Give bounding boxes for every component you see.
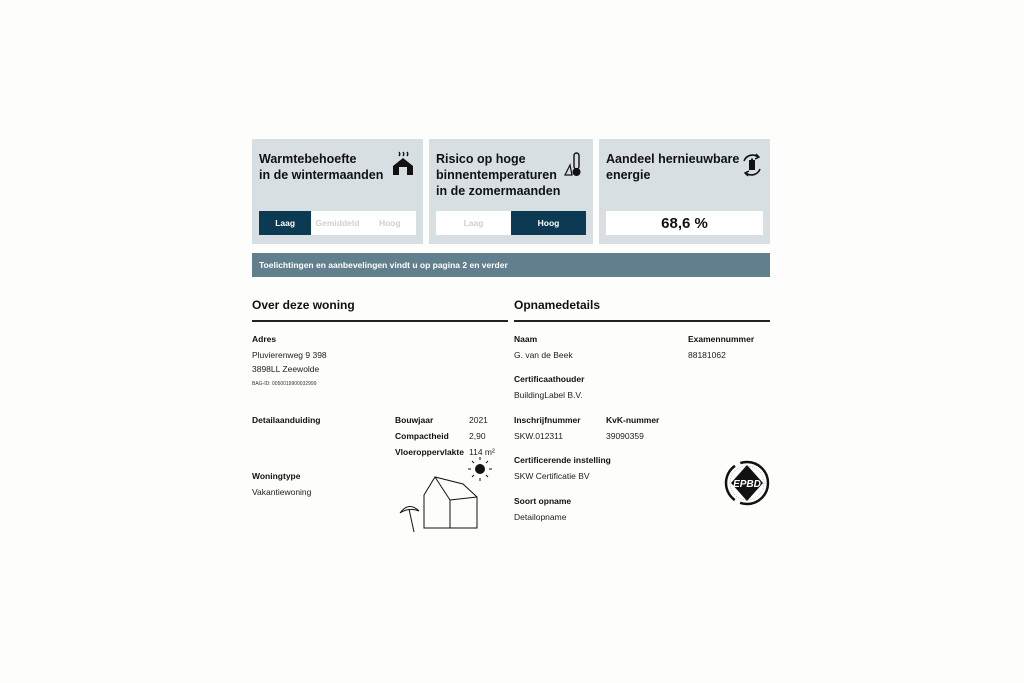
renewable-battery-icon bbox=[740, 151, 764, 179]
risico-segmented bbox=[436, 211, 586, 235]
adres-line1: Pluvierenweg 9 398 bbox=[252, 350, 327, 360]
section-rule bbox=[252, 320, 508, 322]
adres-label: Adres bbox=[252, 334, 277, 344]
card-title-line: Risico op hoge bbox=[436, 152, 526, 166]
house-illustration-icon bbox=[395, 455, 500, 535]
inschrijfnummer-value: SKW.012311 bbox=[514, 431, 563, 441]
examennummer-value: 88181062 bbox=[688, 350, 726, 360]
house-heat-icon bbox=[391, 151, 415, 179]
detailaanduiding-label: Detailaanduiding bbox=[252, 415, 321, 425]
compactheid-value: 2,90 bbox=[469, 431, 486, 441]
woningtype-value: Vakantiewoning bbox=[252, 487, 312, 497]
vloeroppervlakte-value: 114 m² bbox=[469, 447, 495, 457]
card-title-line: in de wintermaanden bbox=[259, 168, 384, 182]
soort-opname-label: Soort opname bbox=[514, 496, 572, 506]
certificaathouder-value: BuildingLabel B.V. bbox=[514, 390, 583, 400]
warmte-segmented bbox=[259, 211, 416, 235]
kvk-value: 39090359 bbox=[606, 431, 644, 441]
card-risico-binnentemperatuur bbox=[429, 139, 593, 244]
woningtype-label: Woningtype bbox=[252, 471, 301, 481]
card-title-line: in de zomermaanden bbox=[436, 184, 561, 198]
epbd-logo-text: EPBD bbox=[733, 479, 761, 490]
card-warmtebehoefte bbox=[252, 139, 423, 244]
epbd-seal-logo bbox=[722, 455, 772, 511]
card-title-line: Aandeel hernieuwbare bbox=[606, 152, 740, 166]
thermometer-sun-icon bbox=[563, 151, 587, 179]
kvk-label: KvK-nummer bbox=[606, 415, 660, 425]
adres-line2: 3898LL Zeewolde bbox=[252, 364, 320, 374]
bouwjaar-label: Bouwjaar bbox=[395, 415, 434, 425]
examennummer-label: Examennummer bbox=[688, 334, 755, 344]
soort-opname-value: Detailopname bbox=[514, 512, 567, 522]
section-title-opname: Opnamedetails bbox=[514, 298, 601, 312]
info-banner: Toelichtingen en aanbevelingen vindt u op pagina 2 en verder bbox=[252, 253, 770, 277]
card-title bbox=[436, 151, 560, 199]
vloeroppervlakte-label: Vloeroppervlakte bbox=[395, 447, 464, 457]
certificerende-instelling-value: SKW Certificatie BV bbox=[514, 471, 590, 481]
compactheid-label: Compactheid bbox=[395, 431, 449, 441]
certificaathouder-label: Certificaathouder bbox=[514, 374, 585, 384]
section-title-woning: Over deze woning bbox=[252, 298, 355, 312]
certificerende-instelling-label: Certificerende instelling bbox=[514, 455, 611, 465]
card-title-line: Warmtebehoefte bbox=[259, 152, 357, 166]
card-title bbox=[606, 151, 739, 183]
option-hoog: Hoog bbox=[511, 211, 586, 235]
card-title bbox=[259, 151, 383, 183]
option-laag: Laag bbox=[259, 211, 311, 235]
bag-id: BAG-ID: 0050019900032999 bbox=[252, 381, 317, 387]
renewable-value: 68,6 % bbox=[606, 211, 763, 235]
naam-value: G. van de Beek bbox=[514, 350, 573, 360]
section-rule bbox=[514, 320, 770, 322]
inschrijfnummer-label: Inschrijfnummer bbox=[514, 415, 581, 425]
option-hoog: Hoog bbox=[378, 218, 401, 228]
option-gemiddeld: Gemiddeld bbox=[315, 218, 360, 228]
card-title-line: energie bbox=[606, 168, 651, 182]
option-laag: Laag bbox=[463, 218, 484, 228]
bouwjaar-value: 2021 bbox=[469, 415, 488, 425]
card-title-line: binnentemperaturen bbox=[436, 168, 557, 182]
card-hernieuwbare-energie bbox=[599, 139, 770, 244]
naam-label: Naam bbox=[514, 334, 538, 344]
